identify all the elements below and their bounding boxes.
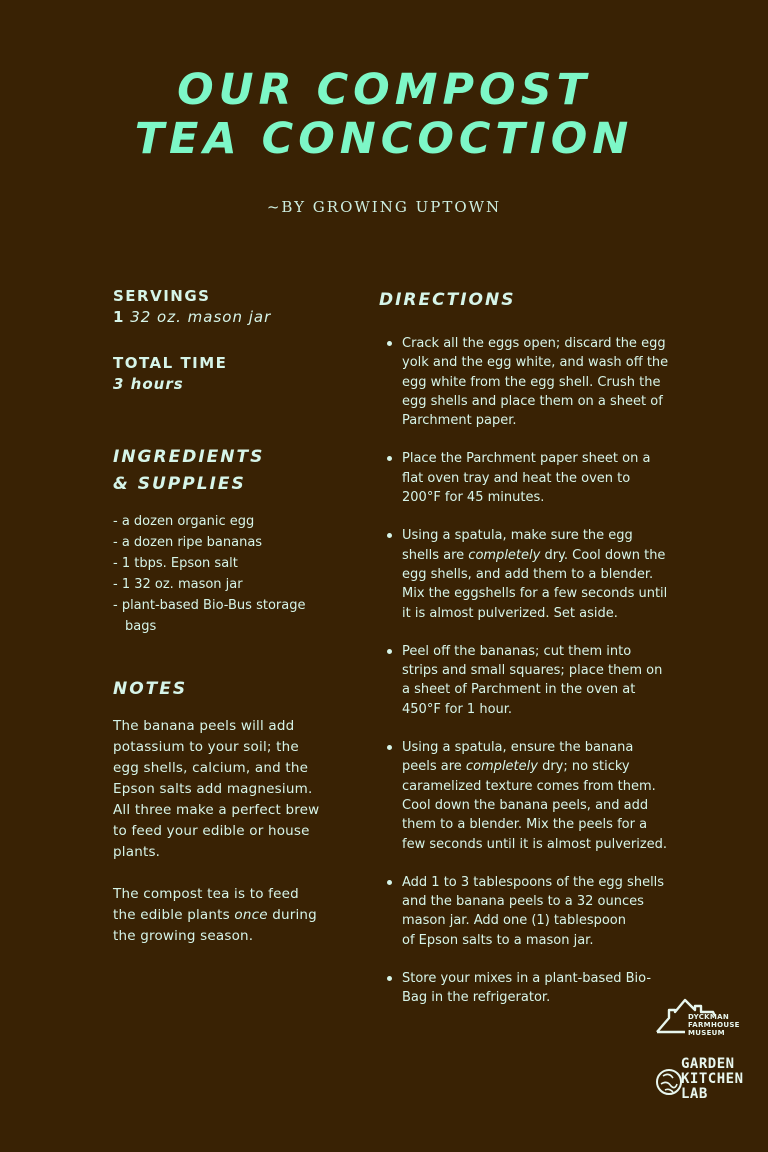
ingredients-heading-line-2: & SUPPLIES [113,474,246,494]
dyckman-logo-text [688,1013,740,1037]
step-text: dry. Cool down the egg shells, and add them to a blender. Mix the eggshells for a few seconds until it is almost pulverized. Set aside. [402,547,668,621]
logo-text-line: DYCKMAN [688,1013,730,1021]
logo-text-line: MUSEUM [688,1029,725,1037]
ingredients-heading [113,444,323,498]
page-title [0,66,768,164]
list-item: - 1 32 oz. mason jar [113,577,243,592]
directions-heading: DIRECTIONS [379,290,516,310]
step-emphasis: completely [468,547,541,563]
direction-step [379,526,669,622]
logo-text-line: GARDEN [681,1056,735,1072]
ingredients-heading-line-1: INGREDIENTS [113,447,265,467]
logo-text-line: KITCHEN [681,1071,744,1087]
step-text: of Epson salts to a mason jar. [402,932,594,948]
logo-text-line: FARMHOUSE [688,1021,740,1029]
step-text: Add 1 to 3 tablespoons of the egg shells and the banana peels to a 32 ounces mason jar. Add one (1) tablespoon [402,874,665,929]
list-item: - a dozen ripe bananas [113,535,263,550]
notes-heading: NOTES [113,679,188,699]
direction-step: Crack all the eggs open; discard the egg yolk and the egg white, and wash off the egg white from the egg shell. Crush the egg shells and place them on a sheet of Parchment paper. [379,334,669,430]
step-text: Using a spatula, ensure the banana peels are [402,740,634,775]
direction-step: Peel off the bananas; cut them into strips and small squares; place them on a sheet of Parchment in the oven at 450°F for 1 hour. [379,642,669,719]
title-line-1: OUR COMPOST [177,65,591,115]
direction-step: Place the Parchment paper sheet on a flat oven tray and heat the oven to 200°F for 45 minutes. [379,449,669,507]
notes-text: during the growing season. [113,907,317,944]
total-time-label: TOTAL TIME [113,354,228,372]
step-text: dry; no sticky caramelized texture comes from them. Cool down the banana peels, and add them to a blender. Mix the peels for a few seconds until it is almost pulverized. [402,759,668,852]
step-emphasis: completely [465,759,538,775]
list-item: - a dozen organic egg [113,514,255,529]
direction-step [379,738,669,854]
direction-step [379,873,669,950]
notes-text: The compost tea is to feed the edible plants [113,886,299,923]
right-column [379,287,669,1027]
directions-list [379,334,669,1008]
servings-label: SERVINGS [113,287,211,305]
notes-paragraph-2 [113,884,323,947]
list-item: - 1 tbps. Epson salt [113,556,238,571]
left-column [113,286,323,947]
title-line-2: TEA CONCOCTION [134,114,634,164]
byline: ~BY GROWING UPTOWN [266,198,502,216]
list-item: - plant-based Bio-Bus storage bags [113,598,306,634]
notes-emphasis: once [234,907,268,923]
gkl-logo-text [681,1057,744,1102]
servings-count: 1 [113,308,125,326]
logo-text-line: LAB [681,1086,708,1102]
servings-value [113,306,323,328]
step-text: Using a spatula, make sure the egg shells are [402,528,633,563]
notes-paragraph-1: The banana peels will add potassium to your soil; the egg shells, calcium, and the Epson salts add magnesium. All three make a perfect brew to feed your edible or house plants. [113,718,320,860]
ingredients-list [113,511,323,637]
total-time-value: 3 hours [113,375,184,393]
notes-body [113,716,323,947]
servings-unit: 32 oz. mason jar [124,308,272,326]
direction-step: Store your mixes in a plant-based Bio-Bag in the refrigerator. [379,969,669,1008]
